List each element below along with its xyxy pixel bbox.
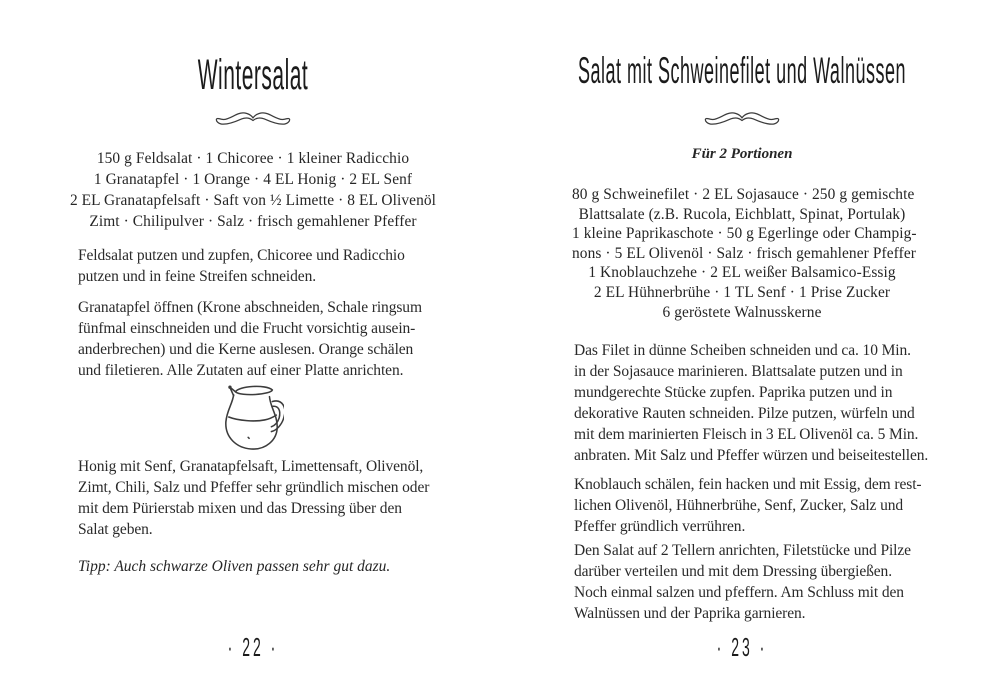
page-number-right-text: · 23 ·: [716, 632, 768, 662]
tip-text: Tipp: Auch schwarze Oliven passen sehr gut dazu.: [78, 558, 391, 575]
ingredient-line: 6 geröstete Walnusskerne: [662, 303, 822, 321]
instruction-line: Knoblauch schälen, fein hacken und mit Essig, dem rest-: [574, 476, 922, 493]
instruction-line: Den Salat auf 2 Tellern anrichten, Filetstücke und Pilze: [574, 542, 911, 559]
ingredient-line: 1 Knoblauchzehe · 2 EL weißer Balsamico-Essig: [588, 264, 896, 282]
instruction-line: Zimt, Chili, Salz und Pfeffer sehr gründlich mischen oder: [78, 479, 430, 496]
instruction-line: Granatapfel öffnen (Krone abschneiden, Schale ringsum: [78, 299, 422, 316]
ingredient-line: 150 g Feldsalat · 1 Chicoree · 1 kleiner Radicchio: [96, 150, 410, 167]
instruction-line: Das Filet in dünne Scheiben schneiden und ca. 10 Min.: [574, 342, 911, 359]
instruction-line: dekorative Rauten schneiden. Pilze putzen, würfeln und: [574, 405, 915, 422]
instruction-line: Pfeffer gründlich verrühren.: [574, 518, 746, 535]
instruction-line: Salat geben.: [78, 521, 153, 538]
ingredient-list-left: [60, 148, 446, 232]
instruction-line: Noch einmal salzen und pfeffern. Am Schluss mit den: [574, 584, 904, 601]
instruction-line: anderbrechen) und die Kerne auslesen. Orange schälen: [78, 341, 414, 358]
left-page: [60, 0, 446, 696]
instruction-paragraph: [78, 456, 446, 540]
instruction-line: in der Sojasauce marinieren. Blattsalate putzen und in: [574, 363, 903, 380]
mustache-divider-left: [60, 106, 446, 139]
mustache-icon: [703, 106, 781, 134]
instruction-line: Honig mit Senf, Granatapfelsaft, Limettensaft, Olivenöl,: [78, 458, 424, 475]
instruction-paragraph: [574, 474, 920, 537]
recipe-title-right: [572, 50, 912, 91]
mustache-icon: [214, 106, 292, 134]
instruction-line: Feldsalat putzen und zupfen, Chicoree und Radicchio: [78, 247, 405, 264]
pitcher-icon: [222, 382, 284, 454]
instruction-line: putzen und in feine Streifen schneiden.: [78, 268, 316, 285]
ingredient-list-right: [572, 185, 917, 322]
ingredient-line: 1 Granatapfel · 1 Orange · 4 EL Honig · 2 EL Senf: [93, 171, 413, 188]
ingredient-line: 2 EL Granatapfelsaft · Saft von ½ Limette · 8 EL Olivenöl: [69, 192, 437, 209]
instruction-line: mit dem Pürierstab mixen und das Dressing über den: [78, 500, 402, 517]
ingredient-line: Zimt · Chilipulver · Salz · frisch gemahlener Pfeffer: [89, 213, 417, 230]
serving-note: Für 2 Portionen: [691, 146, 793, 162]
ingredient-line: Blattsalate (z.B. Rucola, Eichblatt, Spinat, Portulak): [578, 205, 906, 223]
ingredient-line: 80 g Schweinefilet · 2 EL Sojasauce · 250 g gemischte: [572, 186, 915, 203]
pitcher-illustration: [60, 382, 446, 459]
page-number-left: [60, 632, 446, 662]
instruction-line: anbraten. Mit Salz und Pfeffer würzen und beiseitestellen.: [574, 447, 929, 464]
instruction-line: darüber verteilen und mit dem Dressing übergießen.: [574, 563, 892, 580]
instruction-paragraph: [78, 297, 446, 381]
instruction-paragraph: [574, 340, 929, 466]
page-number-right: [572, 632, 912, 662]
recipe-title-left: [60, 52, 446, 100]
instruction-line: mit dem marinierten Fleisch in 3 EL Olivenöl ca. 5 Min.: [574, 426, 919, 443]
instruction-line: lichen Olivenöl, Hühnerbrühe, Senf, Zucker, Salz und: [574, 497, 904, 514]
instruction-paragraph: [78, 245, 446, 287]
ingredient-line: nons · 5 EL Olivenöl · Salz · frisch gemahlener Pfeffer: [572, 244, 916, 262]
instruction-line: und filetieren. Alle Zutaten auf einer Platte anrichten.: [78, 362, 404, 379]
recipe-title-left-text: Wintersalat: [197, 52, 309, 100]
instruction-line: mundgerechte Stücke zupfen. Paprika putzen und in: [574, 384, 893, 401]
right-page: [572, 0, 929, 696]
instruction-paragraph: [574, 540, 920, 624]
ingredient-line: 1 kleine Paprikaschote · 50 g Egerlinge oder Champig-: [572, 225, 917, 243]
ingredient-line: 2 EL Hühnerbrühe · 1 TL Senf · 1 Prise Zucker: [593, 283, 891, 301]
page-number-left-text: · 22 ·: [227, 632, 279, 662]
recipe-title-right-text: Salat mit Schweinefilet und Walnüssen: [578, 50, 906, 91]
instruction-line: fünfmal einschneiden und die Frucht vorsichtig ausein-: [78, 320, 416, 337]
instruction-line: Walnüssen und der Paprika garnieren.: [574, 605, 806, 622]
mustache-divider-right: [572, 106, 912, 139]
